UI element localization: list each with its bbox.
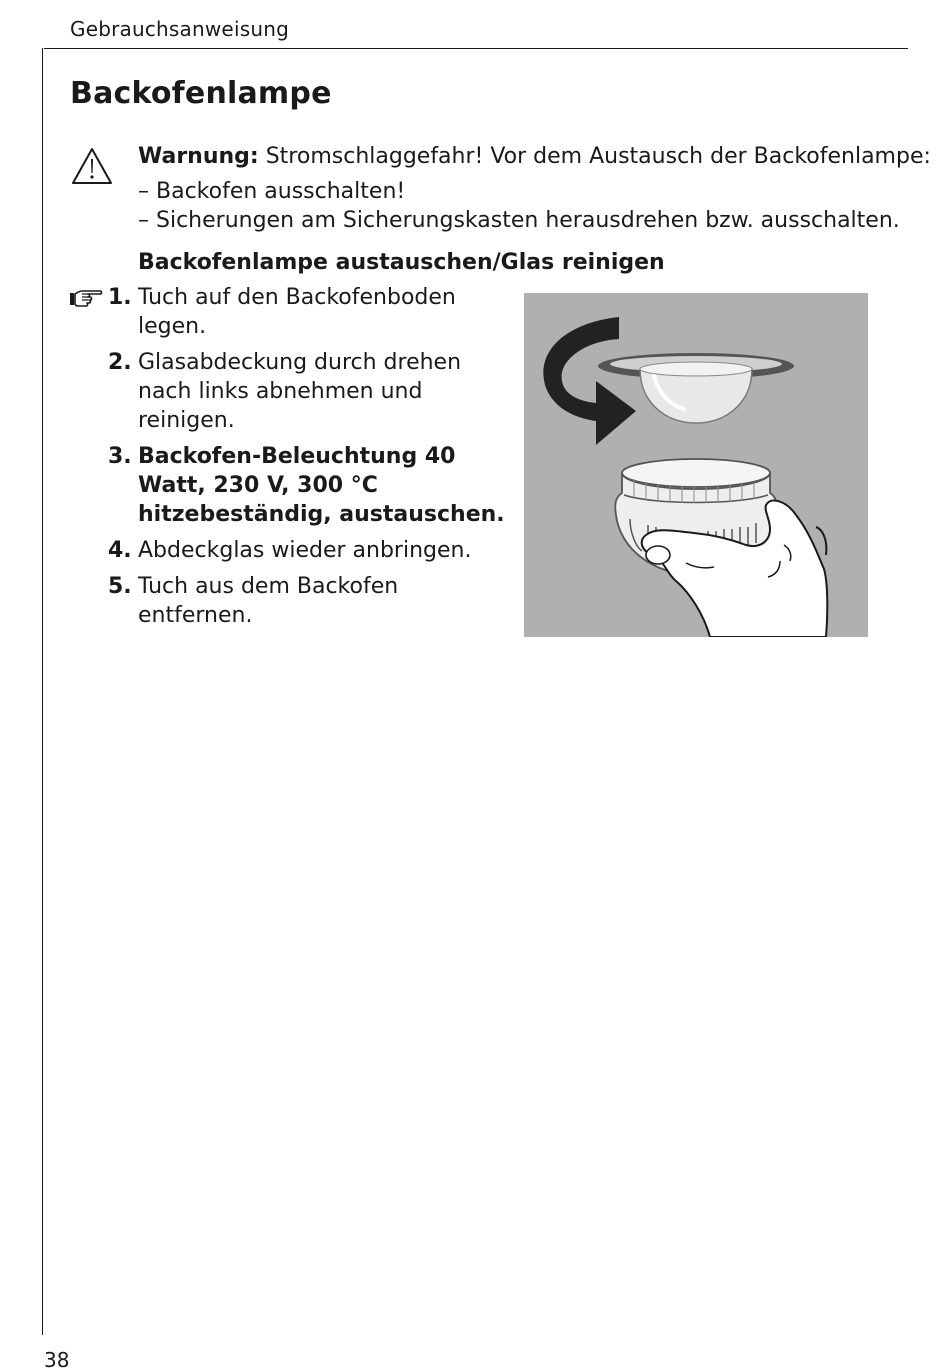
header-rule <box>44 48 908 49</box>
step-number: 4. <box>108 538 132 563</box>
warning-text <box>138 142 931 172</box>
step-4 <box>108 536 508 565</box>
step-5 <box>108 572 508 630</box>
step-1 <box>108 283 508 341</box>
step-text: Glasabdeckung durch drehen nach links abnehmen und reinigen. <box>138 350 462 433</box>
rotation-arrow-icon <box>543 317 636 445</box>
section-title: Backofenlampe <box>70 76 332 111</box>
warning-item: – Backofen ausschalten! <box>138 179 406 204</box>
step-text: Tuch aus dem Backofen entfernen. <box>138 574 399 628</box>
step-text: Abdeckglas wieder anbringen. <box>138 538 472 563</box>
procedure-steps <box>108 283 508 637</box>
step-number: 3. <box>108 444 132 469</box>
lamp-illustration <box>524 293 868 637</box>
procedure-heading: Backofenlampe austauschen/Glas reinigen <box>138 250 665 275</box>
step-number: 5. <box>108 574 132 599</box>
step-2 <box>108 348 508 435</box>
step-3 <box>108 442 508 529</box>
pointing-hand-icon <box>68 288 104 308</box>
step-number: 1. <box>108 285 132 310</box>
warning-list <box>138 177 900 235</box>
glass-dome <box>640 369 752 423</box>
step-number: 2. <box>108 350 132 375</box>
lamp-replacement-drawing <box>524 293 868 637</box>
margin-rule <box>42 48 43 1335</box>
running-header: Gebrauchsanweisung <box>70 17 289 41</box>
warning-label: Warnung: <box>138 144 259 169</box>
warning-item: – Sicherungen am Sicherungskasten herausdrehen bzw. ausschalten. <box>138 208 900 233</box>
step-text: Backofen-Beleuchtung 40 Watt, 230 V, 300 °C hitzebeständig, austauschen. <box>138 444 505 527</box>
warning-triangle-icon <box>70 146 114 186</box>
cover-glass-top <box>622 459 770 487</box>
warning-message: Stromschlaggefahr! Vor dem Austausch der Backofenlampe: <box>258 144 931 169</box>
page-number: 38 <box>44 1348 70 1372</box>
step-text: Tuch auf den Backofenboden legen. <box>138 285 456 339</box>
